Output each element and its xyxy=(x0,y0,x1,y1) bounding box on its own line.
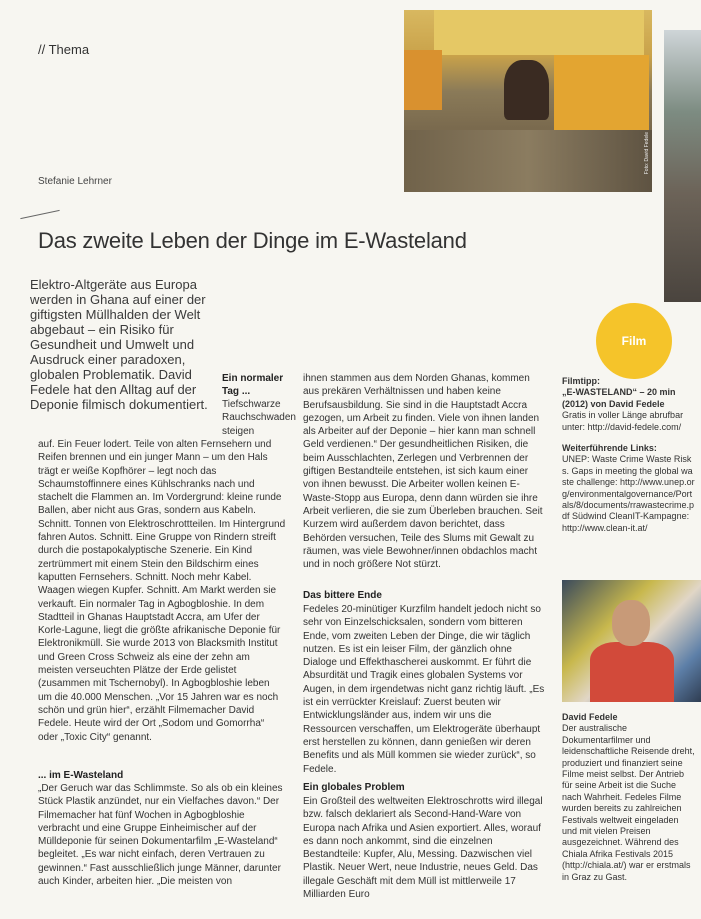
col1-para-intro: Tiefschwarze Rauchschwaden steigen xyxy=(222,399,296,437)
filmtipp-box xyxy=(562,376,696,433)
film-badge: Film xyxy=(596,303,672,379)
filmtipp-text: Gratis in voller Länge abrufbar unter: http://david-fedele.com/ xyxy=(562,410,684,432)
photo-credit: Foto: David Fedele xyxy=(644,131,650,174)
photo-ewaste-dump xyxy=(404,10,652,192)
col1-para-2: „Der Geruch war das Schlimmste. So als ob ein kleines Stück Plastik anzündet, nur ein Vielfaches davon.“ Der Filmemacher hat fünf Wochen in Agbogbloshie verbracht und eine Gruppe Einheimischer auf der Mülldeponie für seinen Dokumentarfilm „E-Wasteland“ begleitet. „Es war nicht einfach, deren Vertrauen zu gewinnen.“ Fast ausschließlich junge Männer, darunter auch Kinder, arbeiten hier. „Die meisten von xyxy=(38,783,283,888)
decorative-line xyxy=(20,210,59,219)
article-headline: Das zweite Leben der Dinge im E-Wasteland xyxy=(38,228,467,253)
bio-text: Der australische Dokumentarfilmer und leidenschaftliche Reisende dreht, produziert und finanziert seine Filme meist selbst. Der Antrieb für seine Arbeit ist die Suche nach Wahrheit. Fedeles Filme wurden bereits zu zahlreichen Festivals weltweit eingeladen und mit vielen Preisen ausgezeichnet. Während des Chiala Afrika Festivals 2015 (http://chiala.at/) war er erstmals in Graz zu Gast. xyxy=(562,723,695,882)
tarp-shape xyxy=(434,10,644,55)
subhead-normaler-tag: Ein normaler Tag ... xyxy=(222,373,284,397)
col1-para-1: auf. Ein Feuer lodert. Teile von alten Fernsehern und Reifen brennen und ein junger Mann – um den Hals trägt er weiße Kopfhörer – legt noch das Schaumstoffinnere eines Kühlschranks nach und stachelt die Flammen an. Im Vordergrund: kleine runde Ballen, aber nicht aus Gras, sondern aus Kabeln. Schnitt. Tonnen von Elektroschrottteilen. Im Hintergrund fahren Autos. Schnitt. Eine Gruppe von Rindern streift durch die postapokalyptische Szenerie. Ein Kind zertrümmert mit einem Stein den Bildschirm eines kaputten Fernsehers. Schnitt. Noch mehr Kabel. Waagen wiegen Kupfer. Schnitt. Am Markt werden sie verkauft. Ein normaler Tag in Agbogbloshie. In dem Stadtteil in Ghanas Hauptstadt Accra, am Ufer der Korle-Lagune, liegt die größte afrikanische Deponie für Elektronikmüll. Sie wurde 2013 von Blacksmith Institut und Green Cross Schweiz als eine der zehn am meisten verseuchten Plätze der Erde gelistet (zusammen mit Tschernobyl). In Agbogbloshie leben um die 40.000 Menschen. „Vor 15 Jahren war es noch schön und grün hier“, erzählt Filmemacher David Fedele. Heute wird der Ort „Sodom und Gomorrha“ oder „Toxic City“ genannt. xyxy=(38,439,286,743)
debris-ground xyxy=(404,130,652,192)
links-text: UNEP: Waste Crime Waste Risks. Gaps in meeting the global waste challenge: http://www.unep.org/environmentalgovernance/Portals/8/documents/rrawastecrime.pdf Südwind CleanIT-Kampagne: http://www.clean-it.at/ xyxy=(562,454,695,533)
bio-box xyxy=(562,712,696,883)
links-box xyxy=(562,443,696,534)
worker-figure xyxy=(504,60,549,120)
subhead-e-wasteland: ... im E-Wasteland xyxy=(38,770,124,781)
subhead-globales-problem: Ein globales Problem xyxy=(303,782,405,793)
photo-david-fedele xyxy=(562,580,701,702)
lead-paragraph: Elektro-Altgeräte aus Europa werden in Ghana auf einer der giftigsten Müllhalden der Welt abgebaut – ein Risiko für Gesundheit und Umwelt und Ausdruck einer paradoxen, globalen Problematik. David Fedele hat den Alltag auf der Deponie filmisch dokumentiert. xyxy=(30,277,208,412)
filmtipp-label: Filmtipp: xyxy=(562,376,600,386)
fridge-left xyxy=(404,50,442,110)
fridge-right xyxy=(554,55,649,140)
links-label: Weiterführende Links: xyxy=(562,443,657,453)
col2-para-3: Ein Großteil des weltweiten Elektroschrotts wird illegal bzw. falsch deklariert als Second-Hand-Ware von Europa nach Afrika und Asien exportiert. Alles, worauf es dann noch ankommt, sind die einzelnen Bestandteile: Kupfer, Alu, Messing. Dazwischen viel Plastik. Neuer Wert, neue Industrie, neues Geld. Das illegale Geschäft mit dem Müll ist mittlerweile 17 Milliarden Euro xyxy=(303,796,543,901)
col2-para-1: ihnen stammen aus dem Norden Ghanas, kommen aus prekären Verhältnissen und haben keine Berufsausbildung. Sie sind in die Hauptstadt Accra gezogen, um Arbeit zu finden. Viele von ihnen landen als Arbeiter auf der Deponie – hier kann man schnell Geld verdienen.“ Der gesundheitlichen Risiken, die beim Ausschlachten, Zerlegen und Verbrennen der giftigen Bestandteile entstehen, ist sich kaum einer von ihnen bewusst. Die Arbeiter wollen keinen E-Waste-Stopp aus Europa, denn dann würden sie ihre Arbeit verlieren, die sie zum Überleben brauchen. Seit Kurzem wird außerdem davon berichtet, dass Behörden versuchen, Teile des Slums mit Gewalt zu räumen, was viele Bewohner/innen obdachlos macht und in noch größere Not stürzt. xyxy=(303,373,543,571)
photo-strip-edge xyxy=(664,30,701,302)
section-label: // Thema xyxy=(38,42,90,57)
person-head xyxy=(612,600,650,646)
col2-para-2: Fedeles 20-minütiger Kurzfilm handelt jedoch nicht so sehr von Einzelschicksalen, sondern vom bitteren Ende, vom zweiten Leben der Dinge, die wir täglich nutzen. Es ist ein leiser Film, der gänzlich ohne Dialoge und Effekthascherei auskommt. Er führt die Absurdität und Tragik eines globalen Systems vor Augen, in dem irgendetwas nicht ganz richtig läuft. „Es ist ein verrückter Kreislauf: Zuerst beuten wir Entwicklungsländer aus, indem wir uns die Ressourcen verschaffen, um Elektrogeräte überhaupt erst herstellen zu können, dann genießen wir deren Benefits und als Müll kommen sie wieder zurück“, so Fedele. xyxy=(303,604,545,775)
author-name: Stefanie Lehrner xyxy=(38,176,112,187)
filmtipp-title: „E-WASTELAND“ – 20 min (2012) von David Fedele xyxy=(562,387,676,409)
person-shirt xyxy=(590,642,674,702)
bio-name: David Fedele xyxy=(562,712,618,722)
subhead-bittere-ende: Das bittere Ende xyxy=(303,590,382,601)
